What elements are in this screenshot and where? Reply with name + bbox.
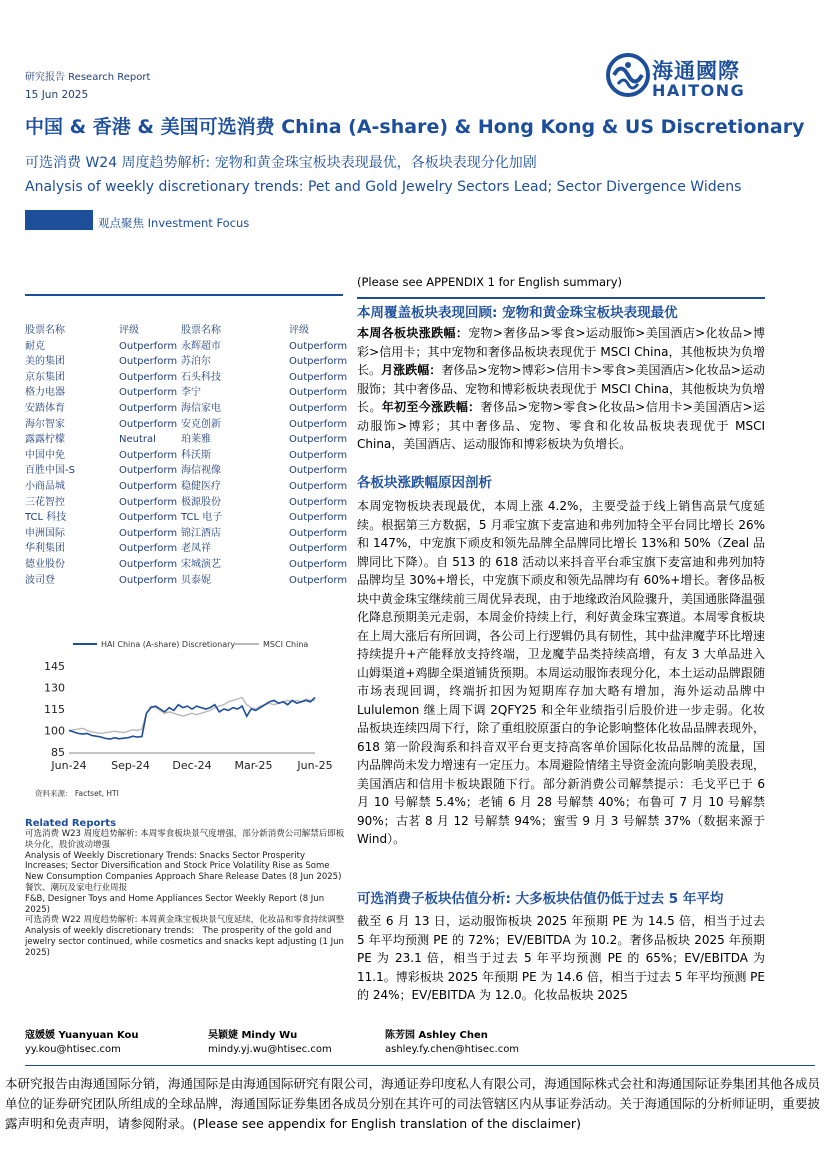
- stock-rating: Outperform: [289, 418, 348, 430]
- stock-rating: Outperform: [289, 480, 348, 492]
- ratings-row: [25, 339, 347, 355]
- report-title: 中国 & 香港 & 美国可选消费 China (A-share) & Hong Kong & US Discretionary: [25, 116, 805, 138]
- stock-rating: Outperform: [289, 465, 348, 477]
- stock-name: 老凤祥: [181, 543, 211, 555]
- col-header-rating: 评级: [119, 325, 139, 336]
- ratings-row: [25, 463, 347, 479]
- stock-name: 京东集团: [25, 371, 65, 383]
- stock-name: 李宁: [181, 387, 201, 399]
- stock-name: 海信家电: [181, 402, 221, 414]
- report-type: 研究报告 Research Report: [25, 72, 151, 83]
- ratings-row: [25, 526, 347, 542]
- performance-chart: [25, 634, 343, 784]
- stock-name: 苏泊尔: [181, 356, 211, 368]
- ratings-row: [25, 354, 347, 370]
- stock-rating: Outperform: [119, 543, 178, 555]
- related-item[interactable]: Analysis of Weekly Discretionary Trends: Snacks Sector Prosperity Increases; Sector Diversification and Stock Price Volatility Rise as Some New Consumption Companies Approach Share Release Dates (8 Jun 2025): [25, 850, 342, 883]
- stock-rating: Outperform: [119, 402, 178, 414]
- disclaimer: 本研究报告由海通国际分销，海通国际是由海通国际研究有限公司，海通证券印度私人有限公司，海通国际株式会社和海通国际证券集团其他各成员单位的证券研究团队所组成的全球品牌，海通国际证券集团各成员分别在其许可的司法管辖区内从事证券活动。关于海通国际的分析师证明，重要披露声明和免责声明，请参阅附录。(Please see appendix for English translation of the disclaimer): [5, 1076, 820, 1131]
- ratings-header-row: [25, 323, 347, 339]
- stock-name: 安克创新: [181, 418, 221, 430]
- stock-rating: Outperform: [289, 543, 348, 555]
- stock-name: 海尔智家: [25, 418, 65, 430]
- ratings-row: [25, 417, 347, 433]
- y-tick-label: 130: [44, 681, 65, 695]
- x-tick-label: Jun-24: [51, 759, 87, 772]
- section-3-body: 截至 6 月 13 日，运动服饰板块 2025 年预期 PE 为 14.5 倍，相当于过去 5 年平均预测 PE 的 72%；EV/EBITDA 为 10.2。奢侈品板块 2025 年预期 PE 为 23.1 倍，相当于过去 5 年平均预测 PE 的 65%；EV/EBITDA 为 11.1。博彩板块 2025 年预期 PE 为 14.6 倍，相当于过去 5 年平均预测 PE 的 24%；EV/EBITDA 为 12.0。化妆品板块 2025: [357, 914, 765, 1002]
- stock-name: 小商品城: [25, 480, 65, 492]
- stock-name: 格力电器: [25, 387, 65, 399]
- stock-name: 德业股份: [25, 558, 65, 570]
- legend-label: HAI China (A-share) Discretionary: [101, 640, 236, 649]
- ratings-row: [25, 510, 347, 526]
- logo-name-en: HAITONG: [652, 81, 746, 100]
- y-tick-label: 145: [44, 660, 65, 673]
- stock-rating: Outperform: [289, 402, 348, 414]
- stock-rating: Outperform: [119, 387, 178, 399]
- section-1-body: [357, 324, 765, 454]
- ratings-row: [25, 479, 347, 495]
- subtitle-cn: 可选消费 W24 周度趋势解析: 宠物和黄金珠宝板块表现最优，各板块表现分化加剧: [25, 155, 537, 171]
- stock-rating: Outperform: [119, 574, 178, 586]
- col-header-stock: 股票名称: [25, 325, 65, 336]
- chart-source: 资料来源： Factset, HTI: [35, 789, 119, 798]
- ratings-row: [25, 573, 347, 589]
- section-2-body: 本周宠物板块表现最优，本周上涨 4.2%，主要受益于线上销售高景气度延续。根据第三方数据，5 月乖宝旗下麦富迪和弗列加特全平台同比增长 26%和 147%，中宠旗下顽皮和领先品牌全品牌同比增长 13%和 50%（Zeal 品牌同比下降）。自 513 的 618 活动以来抖音平台乖宝旗下麦富迪和弗列加特品牌均呈 30%+增长，中宠旗下顽皮和领先品牌均有 60%+增长。奢侈品板块中黄金珠宝继续前三周优异表现，由于地缘政治风险骤升，美国通胀降温强化降息预期美元走弱，本周金价持续上行，利好黄金珠宝赛道。本周零食板块在上周大涨后有所回调，各公司上行逻辑仍具有韧性，其中盐津魔芋环比增速持续提升+产能释放支持终端，卫龙魔芋品类持续高增，有友 3 大单品进入山姆渠道+鸡脚全渠道铺货预期。本周运动服饰表现分化，本土运动品牌跟随市场表现回调，终端折扣因为短期库存加大略有增加，海外运动品牌中 Lululemon 继上周下调 2QFY25 和全年业绩指引后股价进一步走弱。化妆品板块连续四周下行，除了重组胶原蛋白的争论影响整体化妆品品牌表现外，618 第一阶段淘系和抖音双平台更支持高客单价国际化妆品品牌的流量，国内品牌尚未发力增速有一定压力。本周避险情绪主导资金流向影响美股表现，美国酒店和信用卡板块跟随下行。部分新消费公司解禁提示：毛戈平已于 6 月 10 号解禁 5.4%；老铺 6 月 28 号解禁 40%；布鲁可 7 月 10 号解禁 90%；古茗 8 月 12 号解禁 94%；蜜雪 9 月 3 号解禁 37%（数据来源于 Wind）。: [357, 499, 766, 846]
- related-item[interactable]: 可选消费 W23 周度趋势解析: 本周零食板块景气度增强，部分新消费公司解禁后即板块分化，股价波动增强: [25, 829, 345, 850]
- stock-rating: Outperform: [289, 496, 348, 508]
- stock-name: 科沃斯: [181, 449, 211, 461]
- stock-name: 安踏体育: [25, 402, 65, 414]
- section-heading-2: 各板块涨跌幅原因剖析: [357, 475, 492, 491]
- col-header-rating: 评级: [289, 325, 309, 336]
- stock-name: 贝泰妮: [181, 574, 211, 586]
- stock-rating: Outperform: [289, 574, 348, 586]
- stock-name: 宋城演艺: [181, 558, 221, 570]
- monthly-change-label: 月涨跌幅：: [381, 363, 442, 377]
- y-tick-label: 115: [44, 703, 65, 716]
- stock-rating: Outperform: [289, 371, 348, 383]
- stock-name: 华利集团: [25, 543, 65, 555]
- author-name: 陈芳园 Ashley Chen: [385, 1030, 488, 1041]
- related-item[interactable]: 餐饮、潮玩及家电行业周报: [25, 882, 128, 893]
- author-name: 寇媛媛 Yuanyuan Kou: [25, 1030, 139, 1041]
- ratings-row: [25, 385, 347, 401]
- left-divider: [25, 294, 343, 296]
- related-item[interactable]: F&B, Designer Toys and Home Appliances Sector Weekly Report (8 Jun 2025): [25, 893, 325, 915]
- stock-name: 露露柠檬: [25, 434, 65, 446]
- stock-rating: Outperform: [119, 449, 178, 461]
- stock-rating: Outperform: [119, 512, 178, 524]
- report-date: 15 Jun 2025: [25, 89, 89, 101]
- stock-rating: Outperform: [289, 340, 348, 352]
- stock-name: 永辉超市: [181, 340, 221, 352]
- stock-name: TCL 电子: [181, 512, 223, 524]
- x-tick-label: Jun-25: [297, 759, 333, 772]
- stock-name: TCL 科技: [25, 512, 67, 524]
- y-tick-label: 100: [44, 724, 65, 738]
- col-header-stock: 股票名称: [181, 325, 221, 336]
- stock-rating: Outperform: [119, 480, 178, 492]
- stock-name: 石头科技: [181, 371, 221, 383]
- stock-rating: Outperform: [289, 527, 348, 539]
- focus-label: 观点聚焦 Investment Focus: [98, 216, 250, 230]
- ratings-table: [25, 323, 347, 588]
- stock-rating: Outperform: [289, 387, 348, 399]
- author-email[interactable]: ashley.fy.chen@htisec.com: [385, 1044, 520, 1055]
- x-tick-label: Dec-24: [172, 759, 212, 772]
- author-name: 吴颖婕 Mindy Wu: [208, 1030, 298, 1041]
- author-2: [208, 1026, 332, 1055]
- stock-rating: Outperform: [119, 496, 178, 508]
- focus-bar: [25, 210, 93, 230]
- author-1: [25, 1026, 139, 1055]
- stock-rating: Outperform: [289, 512, 348, 524]
- stock-name: 海信视像: [181, 465, 221, 477]
- ratings-row: [25, 401, 347, 417]
- stock-name: 百胜中国-S: [25, 465, 75, 477]
- appendix-note: (Please see APPENDIX 1 for English summary): [357, 275, 623, 289]
- weekly-change-label: 本周各板块涨跌幅：: [357, 326, 469, 340]
- stock-rating: Outperform: [119, 418, 178, 430]
- y-tick-label: 85: [51, 746, 65, 759]
- stock-rating: Outperform: [289, 434, 348, 446]
- ratings-row: [25, 370, 347, 386]
- ratings-row: [25, 541, 347, 557]
- related-reports-list: [25, 829, 347, 959]
- stock-rating: Neutral: [119, 434, 156, 446]
- footer-divider: [25, 1065, 815, 1066]
- author-email[interactable]: yy.kou@htisec.com: [25, 1044, 121, 1055]
- stock-name: 波司登: [25, 574, 55, 586]
- stock-name: 极源股份: [181, 496, 221, 508]
- ytd-change-label: 年初至今涨跌幅：: [381, 400, 481, 414]
- stock-rating: Outperform: [289, 449, 348, 461]
- related-item[interactable]: Analysis of weekly discretionary trends: The prosperity of the gold and jewelry sector continued, while cosmetics and snacks kept adjusting (1 Jun 2025): [25, 926, 344, 958]
- logo-name-cn: 海通國際: [652, 59, 740, 83]
- x-tick-label: Mar-25: [234, 759, 273, 772]
- related-item[interactable]: 可选消费 W22 周度趋势解析: 本周黄金珠宝板块景气度延续，化妆品和零食持续调整: [25, 915, 345, 926]
- stock-rating: Outperform: [119, 340, 178, 352]
- legend-label: MSCI China: [263, 640, 309, 649]
- ratings-row: [25, 557, 347, 573]
- stock-name: 三花智控: [25, 496, 65, 508]
- stock-name: 美的集团: [25, 356, 65, 368]
- weekly-change-text: 宠物>奢侈品>零食>运动服饰>美国酒店>化妆品>博彩>信用卡；其中宠物和奢侈品板块表现优于 MSCI China，其他板块为负增长。: [357, 326, 765, 377]
- stock-name: 中国中免: [25, 449, 65, 461]
- stock-rating: Outperform: [119, 356, 178, 368]
- chart-svg: [25, 634, 343, 784]
- stock-rating: Outperform: [119, 465, 178, 477]
- stock-rating: Outperform: [119, 558, 178, 570]
- stock-rating: Outperform: [289, 558, 348, 570]
- right-divider: [357, 297, 765, 299]
- stock-rating: Outperform: [119, 527, 178, 539]
- ratings-row: [25, 495, 347, 511]
- haitong-logo-icon: [606, 50, 650, 100]
- section-heading-3: 可选消费子板块估值分析: 大多板块估值仍低于过去 5 年平均: [357, 891, 724, 907]
- stock-name: 耐克: [25, 340, 45, 352]
- stock-name: 稳健医疗: [181, 480, 221, 492]
- author-3: [385, 1026, 519, 1055]
- subtitle-en: Analysis of weekly discretionary trends: Pet and Gold Jewelry Sectors Lead; Sector Divergence Widens: [25, 179, 742, 195]
- x-tick-label: Sep-24: [111, 759, 150, 772]
- section-heading-1: 本周覆盖板块表现回顾: 宠物和黄金珠宝板块表现最优: [357, 305, 678, 321]
- monthly-change-text: 奢侈品>宠物>博彩>信用卡>零食>美国酒店>化妆品>运动服饰；其中奢侈品、宠物和博彩板块表现优于 MSCI China，其他板块为负增长。: [357, 363, 765, 414]
- ratings-row: [25, 432, 347, 448]
- author-email[interactable]: mindy.yj.wu@htisec.com: [208, 1044, 332, 1055]
- ytd-change-text: 奢侈品>宠物>零食>化妆品>信用卡>美国酒店>运动服饰>博彩；其中奢侈品、宠物、零食和化妆品板块表现优于 MSCI China，美国酒店、运动服饰和博彩板块为负增长。: [357, 400, 765, 451]
- ratings-row: [25, 448, 347, 464]
- stock-rating: Outperform: [289, 356, 348, 368]
- stock-name: 锦江酒店: [181, 527, 221, 539]
- related-reports-title: Related Reports: [25, 818, 117, 829]
- stock-rating: Outperform: [119, 371, 178, 383]
- stock-name: 珀莱雅: [181, 434, 211, 446]
- stock-name: 申洲国际: [25, 527, 65, 539]
